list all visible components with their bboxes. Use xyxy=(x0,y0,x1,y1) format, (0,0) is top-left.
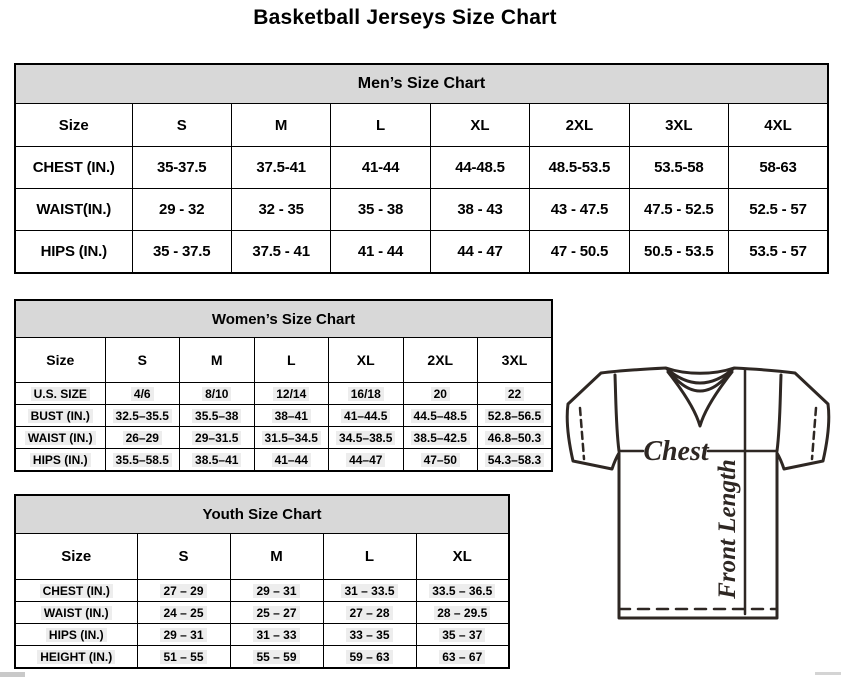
womens-cell: 12/14 xyxy=(254,383,329,405)
womens-column-header: 2XL xyxy=(403,338,478,383)
mens-table-title: Men’s Size Chart xyxy=(15,64,828,104)
left-cuff-dashed-line xyxy=(580,408,584,459)
mens-column-header: S xyxy=(132,104,231,147)
womens-table xyxy=(14,299,553,472)
youth-size-chart xyxy=(14,494,510,669)
right-sleeve-seam xyxy=(777,375,781,451)
youth-column-header: S xyxy=(137,534,230,580)
womens-cell: 29–31.5 xyxy=(180,427,255,449)
mens-table xyxy=(14,63,829,274)
youth-row-label: WAIST (IN.) xyxy=(15,602,137,624)
womens-table-title: Women’s Size Chart xyxy=(15,300,552,338)
womens-cell: 20 xyxy=(403,383,478,405)
page-title: Basketball Jerseys Size Chart xyxy=(253,6,557,29)
left-sleeve-seam xyxy=(615,375,619,451)
womens-cell: 38.5–42.5 xyxy=(403,427,478,449)
front-length-label: Front Length xyxy=(714,459,741,599)
youth-table xyxy=(14,494,510,669)
youth-cell: 25 – 27 xyxy=(230,602,323,624)
womens-table-row xyxy=(15,383,552,405)
youth-row-label: CHEST (IN.) xyxy=(15,580,137,602)
youth-cell: 31 – 33 xyxy=(230,624,323,646)
youth-column-header: L xyxy=(323,534,416,580)
youth-table-row xyxy=(15,646,509,669)
youth-cell: 63 – 67 xyxy=(416,646,509,669)
youth-cell: 33 – 35 xyxy=(323,624,416,646)
womens-cell: 44.5–48.5 xyxy=(403,405,478,427)
womens-cell: 32.5–35.5 xyxy=(105,405,180,427)
mens-cell: 32 - 35 xyxy=(231,189,330,231)
mens-cell: 52.5 - 57 xyxy=(729,189,828,231)
mens-table-row xyxy=(15,189,828,231)
womens-cell: 31.5–34.5 xyxy=(254,427,329,449)
youth-column-header: Size xyxy=(15,534,137,580)
womens-cell: 54.3–58.3 xyxy=(478,449,553,472)
youth-cell: 24 – 25 xyxy=(137,602,230,624)
mens-cell: 44 - 47 xyxy=(430,231,529,274)
mens-column-header: L xyxy=(331,104,430,147)
womens-cell: 52.8–56.5 xyxy=(478,405,553,427)
youth-cell: 27 – 28 xyxy=(323,602,416,624)
mens-cell: 35-37.5 xyxy=(132,147,231,189)
mens-cell: 47.5 - 52.5 xyxy=(629,189,728,231)
youth-table-row xyxy=(15,624,509,646)
scrollbar-fragment-right[interactable] xyxy=(815,672,841,675)
youth-cell: 31 – 33.5 xyxy=(323,580,416,602)
mens-cell: 58-63 xyxy=(729,147,828,189)
youth-row-label: HEIGHT (IN.) xyxy=(15,646,137,669)
mens-cell: 43 - 47.5 xyxy=(530,189,629,231)
womens-cell: 22 xyxy=(478,383,553,405)
youth-cell: 51 – 55 xyxy=(137,646,230,669)
youth-table-row xyxy=(15,580,509,602)
womens-cell: 35.5–58.5 xyxy=(105,449,180,472)
mens-row-label: HIPS (IN.) xyxy=(15,231,132,274)
womens-cell: 38.5–41 xyxy=(180,449,255,472)
mens-table-row xyxy=(15,231,828,274)
mens-cell: 35 - 38 xyxy=(331,189,430,231)
womens-cell: 16/18 xyxy=(329,383,404,405)
mens-cell: 37.5 - 41 xyxy=(231,231,330,274)
youth-cell: 59 – 63 xyxy=(323,646,416,669)
womens-cell: 8/10 xyxy=(180,383,255,405)
mens-column-header: Size xyxy=(15,104,132,147)
womens-row-label: HIPS (IN.) xyxy=(15,449,105,472)
womens-column-header: M xyxy=(180,338,255,383)
youth-cell: 33.5 – 36.5 xyxy=(416,580,509,602)
mens-column-header: 2XL xyxy=(530,104,629,147)
womens-column-header: L xyxy=(254,338,329,383)
jersey-outline xyxy=(567,368,829,618)
mens-cell: 41 - 44 xyxy=(331,231,430,274)
womens-row-label: BUST (IN.) xyxy=(15,405,105,427)
mens-cell: 29 - 32 xyxy=(132,189,231,231)
mens-column-header: M xyxy=(231,104,330,147)
mens-cell: 44-48.5 xyxy=(430,147,529,189)
mens-row-label: CHEST (IN.) xyxy=(15,147,132,189)
mens-cell: 35 - 37.5 xyxy=(132,231,231,274)
youth-column-header: XL xyxy=(416,534,509,580)
mens-cell: 53.5-58 xyxy=(629,147,728,189)
womens-cell: 41–44.5 xyxy=(329,405,404,427)
womens-cell: 47–50 xyxy=(403,449,478,472)
mens-cell: 50.5 - 53.5 xyxy=(629,231,728,274)
mens-cell: 41-44 xyxy=(331,147,430,189)
womens-cell: 35.5–38 xyxy=(180,405,255,427)
womens-size-chart xyxy=(14,299,553,472)
mens-row-label: WAIST(IN.) xyxy=(15,189,132,231)
mens-column-header: 4XL xyxy=(729,104,828,147)
scrollbar-fragment-left[interactable] xyxy=(0,672,25,677)
mens-cell: 38 - 43 xyxy=(430,189,529,231)
mens-cell: 53.5 - 57 xyxy=(729,231,828,274)
womens-table-row xyxy=(15,449,552,472)
womens-cell: 4/6 xyxy=(105,383,180,405)
right-cuff-dashed-line xyxy=(812,408,816,459)
womens-cell: 34.5–38.5 xyxy=(329,427,404,449)
youth-table-row xyxy=(15,602,509,624)
mens-table-row xyxy=(15,147,828,189)
mens-cell: 48.5-53.5 xyxy=(530,147,629,189)
mens-cell: 37.5-41 xyxy=(231,147,330,189)
womens-cell: 38–41 xyxy=(254,405,329,427)
chest-label: Chest xyxy=(643,436,709,467)
womens-cell: 46.8–50.3 xyxy=(478,427,553,449)
jersey-measurement-diagram xyxy=(556,363,843,635)
youth-column-header: M xyxy=(230,534,323,580)
womens-cell: 26–29 xyxy=(105,427,180,449)
womens-column-header: S xyxy=(105,338,180,383)
mens-column-header: XL xyxy=(430,104,529,147)
youth-cell: 55 – 59 xyxy=(230,646,323,669)
youth-cell: 29 – 31 xyxy=(137,624,230,646)
youth-table-title: Youth Size Chart xyxy=(15,495,509,534)
youth-cell: 35 – 37 xyxy=(416,624,509,646)
womens-table-row xyxy=(15,427,552,449)
mens-cell: 47 - 50.5 xyxy=(530,231,629,274)
womens-cell: 41–44 xyxy=(254,449,329,472)
womens-cell: 44–47 xyxy=(329,449,404,472)
womens-column-header: Size xyxy=(15,338,105,383)
mens-size-chart xyxy=(14,63,829,274)
youth-cell: 29 – 31 xyxy=(230,580,323,602)
womens-row-label: U.S. SIZE xyxy=(15,383,105,405)
womens-table-row xyxy=(15,405,552,427)
youth-row-label: HIPS (IN.) xyxy=(15,624,137,646)
mens-column-header: 3XL xyxy=(629,104,728,147)
youth-cell: 27 – 29 xyxy=(137,580,230,602)
youth-cell: 28 – 29.5 xyxy=(416,602,509,624)
womens-column-header: 3XL xyxy=(478,338,553,383)
womens-column-header: XL xyxy=(329,338,404,383)
womens-row-label: WAIST (IN.) xyxy=(15,427,105,449)
